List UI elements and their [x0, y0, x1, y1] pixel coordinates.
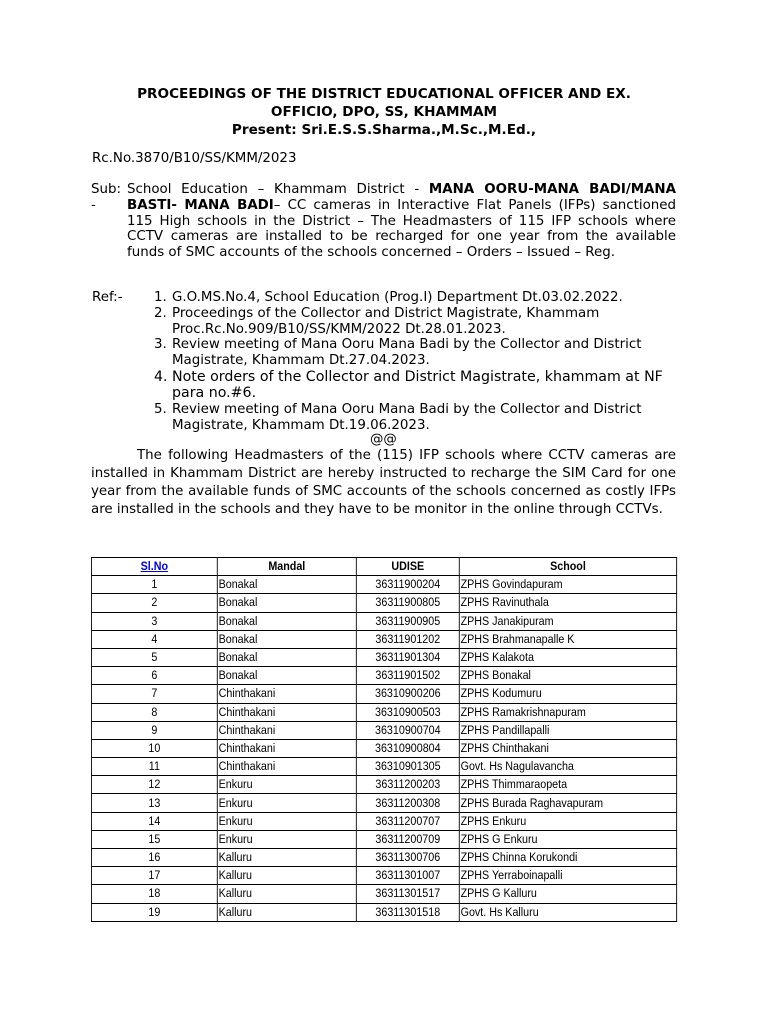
row-slno: 18 — [91, 885, 217, 903]
row-slno: 10 — [91, 739, 217, 757]
row-slno: 1 — [91, 576, 217, 594]
reference-number-2: 2. — [154, 305, 167, 321]
row-slno: 13 — [91, 794, 217, 812]
table-row — [91, 885, 676, 903]
row-udise: 36311200709 — [356, 830, 459, 848]
row-school: ZPHS Bonakal — [459, 667, 676, 685]
row-school: ZPHS Brahmanapalle K — [459, 630, 676, 648]
table-row — [91, 703, 676, 721]
row-udise: 36311301517 — [356, 885, 459, 903]
table-row — [91, 758, 676, 776]
row-slno: 11 — [91, 758, 217, 776]
table-row — [91, 721, 676, 739]
row-mandal: Chinthakani — [217, 703, 356, 721]
row-slno: 17 — [91, 867, 217, 885]
row-slno: 7 — [91, 685, 217, 703]
row-school: ZPHS Kalakota — [459, 648, 676, 666]
row-udise: 36310900206 — [356, 685, 459, 703]
separator-mark: @@ — [370, 432, 397, 447]
reference-text-2: Proceedings of the Collector and District Magistrate, Khammam Proc.Rc.No.909/B10/SS/KMM/2022 Dt.28.01.2023. — [172, 305, 600, 337]
table-header-row — [91, 558, 676, 576]
row-mandal: Bonakal — [217, 612, 356, 630]
row-school: ZPHS Ravinuthala — [459, 594, 676, 612]
row-mandal: Kalluru — [217, 885, 356, 903]
row-slno: 15 — [91, 830, 217, 848]
row-udise: 36310900503 — [356, 703, 459, 721]
row-udise: 36311200203 — [356, 776, 459, 794]
row-school: ZPHS Kodumuru — [459, 685, 676, 703]
reference-number-5: 5. — [154, 401, 167, 417]
row-school: ZPHS Burada Raghavapuram — [459, 794, 676, 812]
row-slno: 4 — [91, 630, 217, 648]
table-row — [91, 830, 676, 848]
row-mandal: Bonakal — [217, 648, 356, 666]
row-udise: 36311901502 — [356, 667, 459, 685]
row-udise: 36311901202 — [356, 630, 459, 648]
row-udise: 36311900805 — [356, 594, 459, 612]
row-school: ZPHS Ramakrishnapuram — [459, 703, 676, 721]
row-mandal: Bonakal — [217, 667, 356, 685]
row-slno: 8 — [91, 703, 217, 721]
row-school: ZPHS Yerraboinapalli — [459, 867, 676, 885]
reference-item — [154, 337, 684, 369]
row-school: ZPHS Govindapuram — [459, 576, 676, 594]
row-slno: 12 — [91, 776, 217, 794]
table-row — [91, 648, 676, 666]
row-udise: 36311901304 — [356, 648, 459, 666]
row-udise: 36311301007 — [356, 867, 459, 885]
row-mandal: Enkuru — [217, 776, 356, 794]
subject-bold: MANA OORU-MANA BADI/MANA BASTI- MANA BADI — [127, 182, 676, 213]
row-school: Govt. Hs Nagulavancha — [459, 758, 676, 776]
reference-item — [154, 290, 684, 306]
heading-line-3: Present: Sri.E.S.S.Sharma.,M.Sc.,M.Ed., — [231, 122, 537, 138]
reference-number-4: 4. — [154, 368, 168, 385]
row-school: ZPHS Enkuru — [459, 812, 676, 830]
reference-number-3: 3. — [154, 337, 167, 353]
table-row — [91, 812, 676, 830]
row-mandal: Kalluru — [217, 903, 356, 921]
row-mandal: Chinthakani — [217, 721, 356, 739]
row-school: ZPHS Chinna Korukondi — [459, 849, 676, 867]
row-mandal: Bonakal — [217, 630, 356, 648]
row-mandal: Chinthakani — [217, 758, 356, 776]
row-mandal: Kalluru — [217, 867, 356, 885]
table-row — [91, 576, 676, 594]
heading-line-2: OFFICIO, DPO, SS, KHAMMAM — [270, 104, 498, 120]
table-row — [91, 867, 676, 885]
slno-link[interactable]: Sl.No — [140, 559, 169, 574]
reference-text-5: Review meeting of Mana Ooru Mana Badi by the Collector and District Magistrate, Khammam Dt.19.06.2023. — [172, 401, 642, 433]
table-row — [91, 903, 676, 921]
row-udise: 36311900204 — [356, 576, 459, 594]
row-udise: 36310900804 — [356, 739, 459, 757]
row-mandal: Chinthakani — [217, 685, 356, 703]
row-mandal: Chinthakani — [217, 739, 356, 757]
row-school: ZPHS Pandillapalli — [459, 721, 676, 739]
row-school: ZPHS Janakipuram — [459, 612, 676, 630]
reference-item — [154, 402, 684, 434]
references-label: Ref:- — [92, 290, 123, 305]
subject-text — [127, 182, 676, 261]
body-paragraph: The following Headmasters of the (115) IFP schools where CCTV cameras are installed in Khammam District are hereby instructed to recharge the SIM Card for one year from the available funds of SMC accounts of the schools concerned as costly IFPs are installed in the schools and they have to be monitor in the online through CCTVs. — [91, 448, 676, 517]
references-list — [154, 290, 684, 433]
row-mandal: Enkuru — [217, 830, 356, 848]
row-udise: 36310901305 — [356, 758, 459, 776]
row-slno: 9 — [91, 721, 217, 739]
table-row — [91, 594, 676, 612]
row-mandal: Bonakal — [217, 594, 356, 612]
row-slno: 16 — [91, 849, 217, 867]
reference-number-1: 1. — [154, 290, 167, 305]
table-row — [91, 630, 676, 648]
table-row — [91, 667, 676, 685]
reference-text-3: Review meeting of Mana Ooru Mana Badi by the Collector and District Magistrate, Khammam Dt.27.04.2023. — [172, 337, 642, 369]
table-row — [91, 612, 676, 630]
row-udise: 36311200707 — [356, 812, 459, 830]
row-slno: 3 — [91, 612, 217, 630]
row-school: ZPHS G Enkuru — [459, 830, 676, 848]
row-udise: 36310900704 — [356, 721, 459, 739]
row-mandal: Kalluru — [217, 849, 356, 867]
row-school: ZPHS Thimmaraopeta — [459, 776, 676, 794]
header-mandal: Mandal — [217, 558, 356, 576]
row-slno: 2 — [91, 594, 217, 612]
header-slno[interactable] — [91, 558, 217, 576]
row-mandal: Enkuru — [217, 794, 356, 812]
table-row — [91, 776, 676, 794]
header-school: School — [459, 558, 676, 576]
schools-table — [91, 557, 677, 922]
table-row — [91, 849, 676, 867]
row-mandal: Bonakal — [217, 576, 356, 594]
reference-text-1: G.O.MS.No.4, School Education (Prog.I) Department Dt.03.02.2022. — [172, 290, 623, 305]
header-udise: UDISE — [356, 558, 459, 576]
row-udise: 36311301518 — [356, 903, 459, 921]
row-school: ZPHS Chinthakani — [459, 739, 676, 757]
row-udise: 36311900905 — [356, 612, 459, 630]
table-row — [91, 794, 676, 812]
table-row — [91, 739, 676, 757]
table-body — [91, 576, 676, 922]
row-slno: 19 — [91, 903, 217, 921]
row-slno: 5 — [91, 648, 217, 666]
reference-text-4: Note orders of the Collector and District Magistrate, khammam at NF para no.#6. — [172, 368, 663, 402]
subject-label: Sub: — [91, 182, 121, 197]
row-mandal: Enkuru — [217, 812, 356, 830]
row-school: Govt. Hs Kalluru — [459, 903, 676, 921]
row-school: ZPHS G Kalluru — [459, 885, 676, 903]
row-slno: 6 — [91, 667, 217, 685]
row-udise: 36311200308 — [356, 794, 459, 812]
table-row — [91, 685, 676, 703]
reference-item — [154, 306, 684, 338]
row-udise: 36311300706 — [356, 849, 459, 867]
subject-lead: School Education – Khammam District - — [127, 182, 429, 197]
reference-number: Rc.No.3870/B10/SS/KMM/2023 — [92, 151, 297, 166]
reference-item — [154, 369, 684, 402]
subject-rest: – CC cameras in Interactive Flat Panels (IFPs) sanctioned 115 High schools in the District – The Headmasters of 115 IFP schools where CCTV cameras are installed to be recharged for one year from the available funds of SMC accounts of the schools concerned – Orders – Issued – Reg. — [127, 197, 677, 261]
subject-dash: - — [91, 198, 96, 213]
row-slno: 14 — [91, 812, 217, 830]
heading-line-1: PROCEEDINGS OF THE DISTRICT EDUCATIONAL OFFICER AND EX. — [137, 86, 631, 102]
